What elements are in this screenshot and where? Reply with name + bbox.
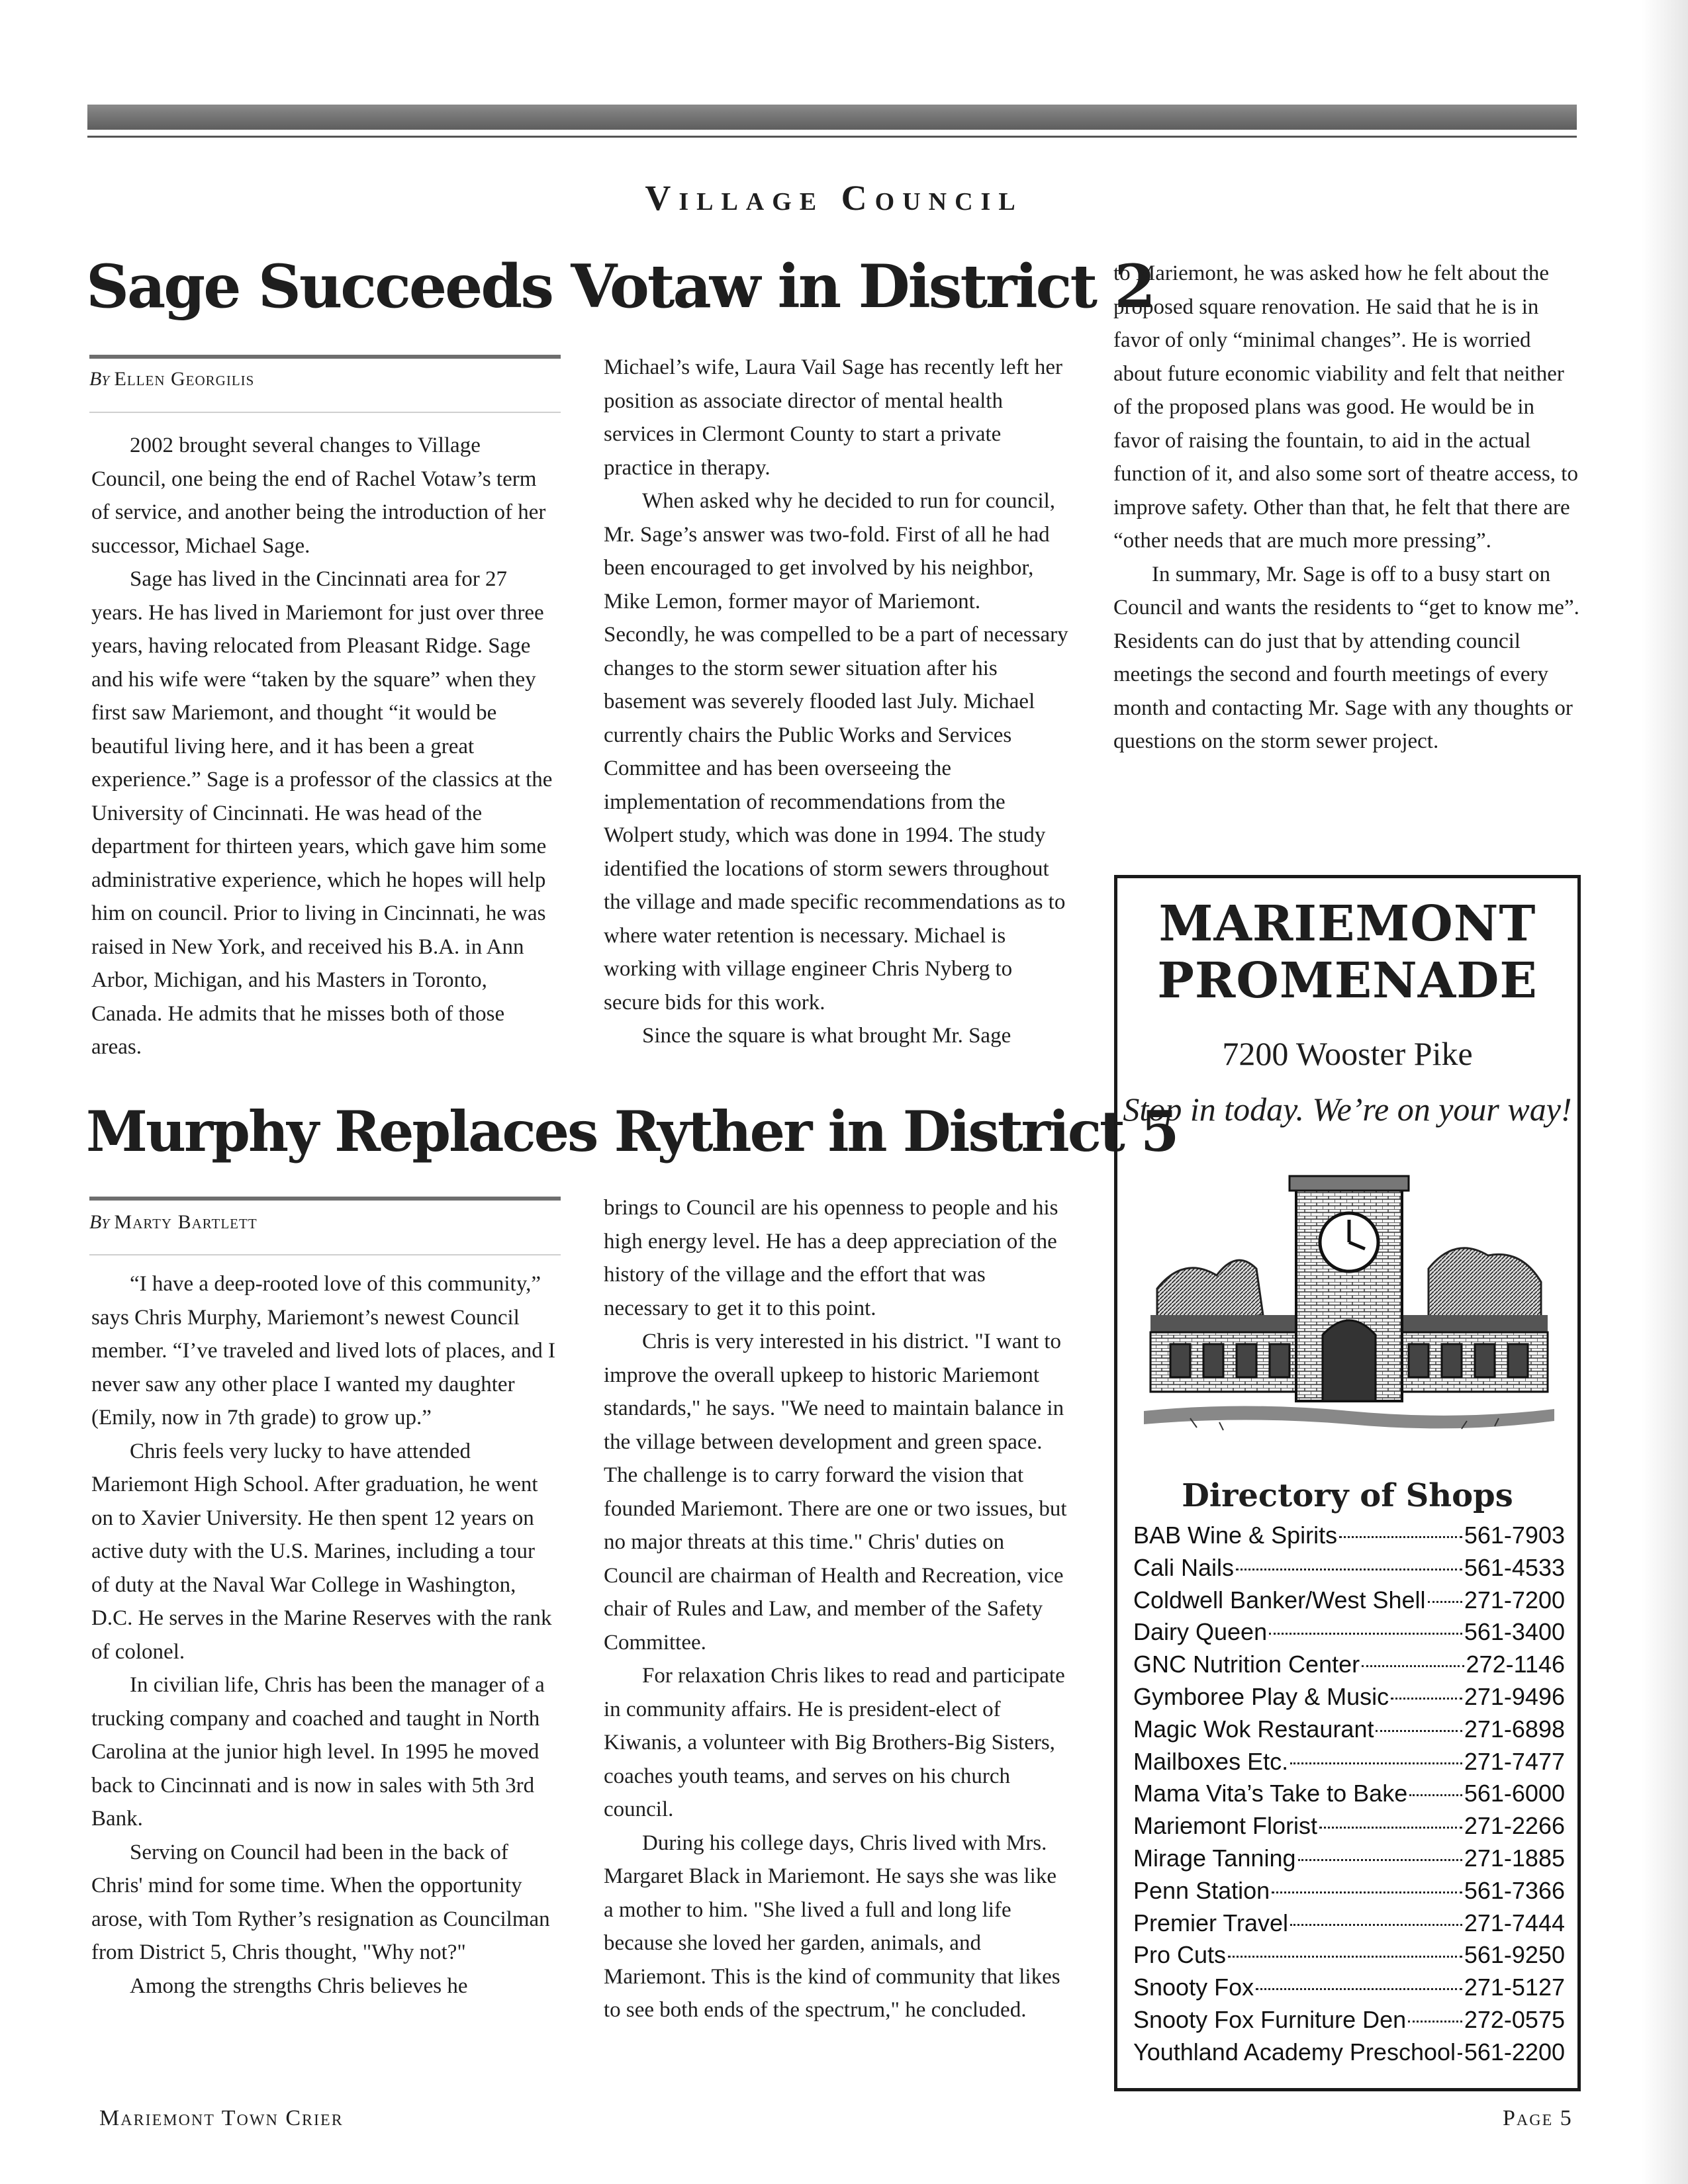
article1-column-3 — [1113, 257, 1580, 758]
directory-entry — [1133, 1909, 1565, 1942]
shop-name: Cali Nails — [1133, 1553, 1235, 1581]
shop-phone: 271-2266 — [1464, 1812, 1565, 1840]
paragraph: Among the strengths Chris believes he — [130, 1974, 468, 1998]
article2-byline — [89, 1211, 561, 1234]
directory-entry — [1133, 1651, 1565, 1683]
page-edge-shadow — [1642, 0, 1688, 2184]
shop-name: GNC Nutrition Center — [1133, 1651, 1360, 1678]
directory-entry — [1133, 1974, 1565, 2006]
dot-leader — [1236, 1569, 1462, 1570]
paragraph: During his college days, Chris lived with Mrs. Margaret Black in Mariemont. He says she was like a mother to him. "She lived a full and long life because she loved her garden, animals, and Mariemont. This is the kind of community that likes to see both ends of the spectrum," he concluded. — [604, 1831, 1060, 2022]
ad-title-line-2: PROMENADE — [1157, 952, 1538, 1009]
directory-entry — [1133, 1780, 1565, 1812]
shop-name: BAB Wine & Spirits — [1133, 1522, 1338, 1549]
paragraph: to Mariemont, he was asked how he felt about the proposed square renovation. He said that he is in favor of only “minimal changes”. He is worried about future economic viability and felt that neither of the proposed plans was good. He would be in favor of raising the fountain, to aid in the actual function of it, and also some sort of theatre access, to improve safety. Other than that, he felt that there are “other needs that are much more pressing”. — [1113, 261, 1578, 553]
dot-leader — [1362, 1665, 1464, 1667]
dot-leader — [1319, 1827, 1462, 1829]
shop-name: Pro Cuts — [1133, 1941, 1227, 1969]
directory-entry — [1133, 1812, 1565, 1844]
article2-headline: Murphy Replaces Ryther in District 5 — [86, 1099, 1178, 1164]
footer-publication: Mariemont Town Crier — [99, 2106, 344, 2130]
paragraph: For relaxation Chris likes to read and participate in community affairs. He is president-elect of Kiwanis, a volunteer with Big Brothers-Big Sisters, coaches youth teams, and serves on his church council. — [604, 1664, 1065, 1821]
shop-name: Gymboree Play & Music — [1133, 1682, 1389, 1710]
dot-leader — [1269, 1633, 1462, 1635]
shop-phone: 271-6898 — [1464, 1715, 1565, 1743]
article1-headline: Sage Succeeds Votaw in District 2 — [86, 251, 1154, 322]
shop-name: Youthland Academy Preschool — [1133, 2038, 1456, 2066]
shop-phone: 271-7200 — [1464, 1586, 1565, 1614]
shop-phone: 271-9496 — [1464, 1682, 1565, 1710]
dot-leader — [1391, 1698, 1462, 1700]
shop-name: Penn Station — [1133, 1876, 1270, 1904]
directory-title: Directory of Shops — [1182, 1477, 1513, 1514]
dot-leader — [1428, 1601, 1462, 1603]
byline-prefix: By — [89, 368, 110, 390]
paragraph: When asked why he decided to run for council, Mr. Sage’s answer was two-fold. First of all he had been encouraged to get involved by his neighbor, Mike Lemon, former mayor of Mariemont. Secondly, he was compelled to be a part of necessary changes to the storm sewer situation after his basement was severely flooded last July. Michael currently chairs the Public Works and Services Committee and has been overseeing the implementation of recommendations from the Wolpert study, which was done in 1994. The study identified the locations of storm sewers throughout the village and made specific recommendations as to where water retention is necessary. Michael is working with village engineer Chris Nyberg to secure bids for this work. — [604, 489, 1068, 1015]
shop-name: Mailboxes Etc. — [1133, 1747, 1289, 1775]
dot-leader — [1376, 1730, 1462, 1732]
dot-leader — [1409, 1794, 1462, 1796]
section-title: Village Council — [645, 178, 1023, 218]
paragraph: In summary, Mr. Sage is off to a busy start on Council and wants the residents to “get to know me”. Residents can do just that by attending council meetings the second and fourth meetings of every month and contacting Mr. Sage with any thoughts or questions on the storm sewer project. — [1113, 562, 1579, 753]
directory-entry — [1133, 1877, 1565, 1909]
shop-name: Mariemont Florist — [1133, 1812, 1318, 1840]
shop-directory — [1133, 1522, 1565, 2071]
article1-byline-rule — [89, 355, 561, 359]
dot-leader — [1272, 1891, 1462, 1893]
shop-phone: 561-6000 — [1464, 1780, 1565, 1807]
clock-tower-illustration — [1144, 1156, 1554, 1447]
shop-phone: 561-4533 — [1464, 1553, 1565, 1581]
dot-leader — [1290, 1924, 1462, 1926]
shop-name: Magic Wok Restaurant — [1133, 1715, 1374, 1743]
shop-phone: 561-2200 — [1464, 2038, 1565, 2066]
article1-byline — [89, 368, 561, 390]
directory-entry — [1133, 1522, 1565, 1554]
directory-entry — [1133, 1715, 1565, 1748]
dot-leader — [1256, 1988, 1462, 1990]
article1-byline-underline — [89, 412, 561, 413]
directory-entry — [1133, 1748, 1565, 1780]
shop-phone: 561-7903 — [1464, 1522, 1565, 1549]
shop-phone: 272-0575 — [1464, 2005, 1565, 2033]
dot-leader — [1298, 1859, 1462, 1861]
header-rule — [87, 136, 1577, 138]
dot-leader — [1290, 1762, 1462, 1764]
shop-phone: 271-5127 — [1464, 1974, 1565, 2001]
article2-column-2 — [604, 1191, 1070, 2027]
paragraph: Since the square is what brought Mr. Sage — [642, 1024, 1011, 1048]
byline-author: Ellen Georgilis — [114, 368, 255, 390]
directory-entry — [1133, 2038, 1565, 2071]
article2-column-1 — [91, 1267, 558, 2003]
byline-prefix: By — [89, 1211, 110, 1233]
directory-entry — [1133, 1554, 1565, 1586]
ad-title-line-1: MARIEMONT — [1158, 895, 1536, 952]
shop-name: Premier Travel — [1133, 1909, 1289, 1936]
paragraph: Serving on Council had been in the back of Chris' mind for some time. When the opportunity arose, with Tom Ryther’s resignation as Councilman from District 5, Chris thought, "Why not?" — [91, 1840, 550, 1964]
article2-byline-underline — [89, 1254, 561, 1255]
shop-phone: 561-9250 — [1464, 1941, 1565, 1969]
shop-phone: 271-7477 — [1464, 1747, 1565, 1775]
directory-entry — [1133, 1586, 1565, 1619]
shop-phone: 272-1146 — [1466, 1651, 1565, 1678]
dot-leader — [1408, 2021, 1462, 2023]
paragraph: Michael’s wife, Laura Vail Sage has recently left her position as associate director of mental health services in Clermont County to start a private practice in therapy. — [604, 355, 1063, 480]
directory-entry — [1133, 2006, 1565, 2038]
paragraph: Sage has lived in the Cincinnati area for 27 years. He has lived in Mariemont for just over three years, having relocated from Pleasant Ridge. Sage and his wife were “taken by the square” when they first saw Mariemont, and thought “it would be beautiful living here, and it has been a great experience.” Sage is a professor of the classics at the University of Cincinnati. He was head of the department for thirteen years, which gave him some administrative experience, which he hopes will help him on council. Prior to living in Cincinnati, he was raised in New York, and received his B.A. in Ann Arbor, Michigan, and his Masters in Toronto, Canada. He admits that he misses both of those areas. — [91, 567, 553, 1059]
header-bar — [87, 105, 1577, 130]
shop-phone: 561-3400 — [1464, 1618, 1565, 1646]
shop-name: Coldwell Banker/West Shell — [1133, 1586, 1426, 1614]
paragraph: In civilian life, Chris has been the manager of a trucking company and coached and taught in North Carolina at the junior high level. In 1995 he moved back to Cincinnati and is now in sales with 5th 3rd Bank. — [91, 1673, 545, 1831]
paragraph: Chris is very interested in his district. "I want to improve the overall upkeep to historic Mariemont standards," he says. "We need to maintain balance in the village between development and green space. The challenge is to carry forward the vision that founded Mariemont. There are one or two issues, but no major threats at this time." Chris' duties on Council are chairman of Health and Recreation, vice chair of Rules and Law, and member of the Safety Committee. — [604, 1330, 1067, 1655]
directory-entry — [1133, 1844, 1565, 1877]
shop-phone: 271-7444 — [1464, 1909, 1565, 1936]
directory-entry — [1133, 1941, 1565, 1974]
article1-column-1 — [91, 429, 558, 1064]
dot-leader — [1228, 1956, 1462, 1958]
article2-byline-rule — [89, 1197, 561, 1201]
shop-phone: 561-7366 — [1464, 1876, 1565, 1904]
paragraph: brings to Council are his openness to people and his high energy level. He has a deep appreciation of the history of the village and the effort that was necessary to get it to this point. — [604, 1196, 1058, 1320]
ad-address: 7200 Wooster Pike — [1222, 1035, 1473, 1072]
ad-tagline: Stop in today. We’re on your way! — [1123, 1091, 1572, 1128]
shop-name: Dairy Queen — [1133, 1618, 1268, 1646]
dot-leader — [1339, 1536, 1462, 1538]
directory-entry — [1133, 1683, 1565, 1715]
paragraph: Chris feels very lucky to have attended Mariemont High School. After graduation, he went on to Xavier University. He then spent 12 years on active duty with the U.S. Marines, including a tour of duty at the Naval War College in Washington, D.C. He serves in the Marine Reserves with the rank of colonel. — [91, 1439, 552, 1664]
paragraph: “I have a deep-rooted love of this community,” says Chris Murphy, Mariemont’s newest Council member. “I’ve traveled and lived lots of places, and I never saw any other place I wanted my daughter (Emily, now in 7th grade) to grow up.” — [91, 1272, 555, 1430]
byline-author: Marty Bartlett — [114, 1211, 258, 1233]
promenade-advertisement — [1114, 875, 1581, 2091]
dot-leader — [1458, 2053, 1462, 2055]
shop-name: Snooty Fox — [1133, 1974, 1254, 2001]
article1-column-2 — [604, 351, 1070, 1053]
paragraph: 2002 brought several changes to Village Council, one being the end of Rachel Votaw’s term of service, and another being the introduction of her successor, Michael Sage. — [91, 433, 546, 558]
shop-name: Mama Vita’s Take to Bake — [1133, 1780, 1408, 1807]
directory-entry — [1133, 1618, 1565, 1651]
footer-page-number: Page 5 — [1503, 2106, 1573, 2130]
shop-name: Snooty Fox Furniture Den — [1133, 2005, 1407, 2033]
shop-name: Mirage Tanning — [1133, 1844, 1296, 1872]
shop-phone: 271-1885 — [1464, 1844, 1565, 1872]
